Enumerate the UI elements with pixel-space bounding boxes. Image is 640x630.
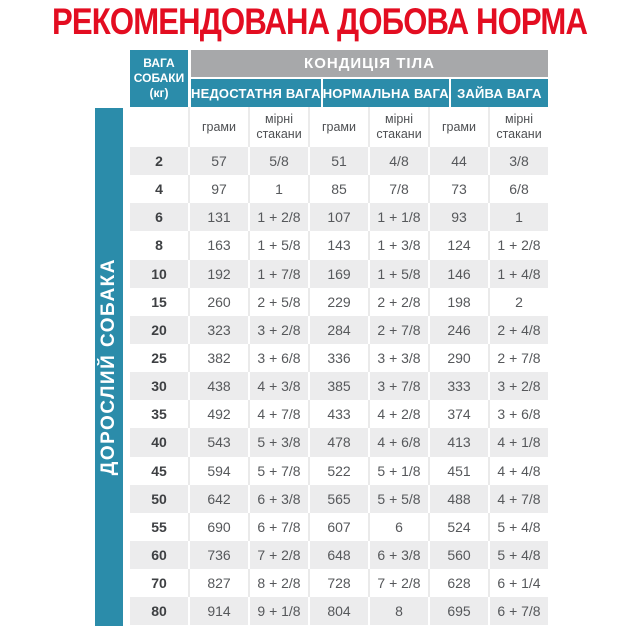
value-cell: 3 + 3/8 <box>368 344 428 372</box>
value-cell: 44 <box>428 147 488 175</box>
value-cell: 728 <box>308 569 368 597</box>
condition-header-normal: НОРМАЛЬНА ВАГА <box>323 79 449 107</box>
value-cell: 336 <box>308 344 368 372</box>
value-cell: 4 + 7/8 <box>488 485 548 513</box>
weight-cell: 70 <box>151 575 167 592</box>
table-row <box>130 485 548 513</box>
unit-label-cups: мірні стакани <box>488 107 548 147</box>
value-cell: 5 + 1/8 <box>368 457 428 485</box>
weight-cell: 80 <box>151 603 167 620</box>
value-cell: 2 <box>488 288 548 316</box>
value-cell: 385 <box>308 372 368 400</box>
value-cell: 914 <box>188 597 248 625</box>
value-cell: 246 <box>428 316 488 344</box>
value-cell: 51 <box>308 147 368 175</box>
table-row <box>130 288 548 316</box>
table-row <box>130 260 548 288</box>
table-row <box>130 513 548 541</box>
value-cell: 1 + 7/8 <box>248 260 308 288</box>
table-row <box>130 597 548 625</box>
value-cell: 7/8 <box>368 175 428 203</box>
table-row <box>130 147 548 175</box>
weight-cell: 25 <box>151 350 167 367</box>
value-cell: 4 + 3/8 <box>248 372 308 400</box>
table-row <box>130 344 548 372</box>
body-condition-banner: КОНДИЦІЯ ТІЛА <box>191 50 548 77</box>
value-cell: 3 + 7/8 <box>368 372 428 400</box>
weight-cell: 20 <box>151 321 167 338</box>
adult-dog-group-bar <box>95 108 123 626</box>
table-row <box>130 457 548 485</box>
value-cell: 229 <box>308 288 368 316</box>
value-cell: 543 <box>188 428 248 456</box>
table-row <box>130 428 548 456</box>
value-cell: 3 + 2/8 <box>248 316 308 344</box>
unit-label-cups: мірні стакани <box>248 107 308 147</box>
condition-header-overweight: ЗАЙВА ВАГА <box>451 79 548 107</box>
value-cell: 260 <box>188 288 248 316</box>
value-cell: 131 <box>188 203 248 231</box>
value-cell: 6 <box>368 513 428 541</box>
value-cell: 488 <box>428 485 488 513</box>
value-cell: 3/8 <box>488 147 548 175</box>
weight-cell: 8 <box>155 237 163 254</box>
value-cell: 7 + 2/8 <box>248 541 308 569</box>
value-cell: 198 <box>428 288 488 316</box>
unit-label-grams: грами <box>188 107 248 147</box>
weight-cell: 50 <box>151 490 167 507</box>
value-cell: 2 + 7/8 <box>488 344 548 372</box>
value-cell: 648 <box>308 541 368 569</box>
table-body <box>130 147 548 625</box>
value-cell: 169 <box>308 260 368 288</box>
value-cell: 3 + 6/8 <box>488 400 548 428</box>
value-cell: 124 <box>428 231 488 259</box>
value-cell: 4 + 4/8 <box>488 457 548 485</box>
value-cell: 451 <box>428 457 488 485</box>
weight-cell: 35 <box>151 406 167 423</box>
weight-column-header <box>130 50 188 107</box>
table-row <box>130 231 548 259</box>
value-cell: 478 <box>308 428 368 456</box>
value-cell: 284 <box>308 316 368 344</box>
table-row <box>130 400 548 428</box>
weight-cell: 55 <box>151 518 167 535</box>
value-cell: 4 + 6/8 <box>368 428 428 456</box>
value-cell: 4 + 7/8 <box>248 400 308 428</box>
table-row <box>130 175 548 203</box>
weight-cell: 10 <box>151 265 167 282</box>
value-cell: 374 <box>428 400 488 428</box>
value-cell: 4 + 2/8 <box>368 400 428 428</box>
value-cell: 1 + 2/8 <box>248 203 308 231</box>
value-cell: 1 + 1/8 <box>368 203 428 231</box>
value-cell: 438 <box>188 372 248 400</box>
value-cell: 5 + 7/8 <box>248 457 308 485</box>
table-row <box>130 372 548 400</box>
value-cell: 382 <box>188 344 248 372</box>
weight-cell: 40 <box>151 434 167 451</box>
value-cell: 5 + 3/8 <box>248 428 308 456</box>
value-cell: 827 <box>188 569 248 597</box>
value-cell: 628 <box>428 569 488 597</box>
value-cell: 146 <box>428 260 488 288</box>
value-cell: 5 + 5/8 <box>368 485 428 513</box>
value-cell: 6 + 1/4 <box>488 569 548 597</box>
value-cell: 1 <box>488 203 548 231</box>
value-cell: 2 + 4/8 <box>488 316 548 344</box>
weight-cell: 45 <box>151 462 167 479</box>
unit-label-grams: грами <box>428 107 488 147</box>
weight-header-line: СОБАКИ <box>133 71 185 85</box>
value-cell: 9 + 1/8 <box>248 597 308 625</box>
page-title: РЕКОМЕНДОВАНА ДОБОВА НОРМА <box>52 1 588 42</box>
table-row <box>130 541 548 569</box>
weight-cell: 4 <box>155 181 163 198</box>
units-spacer-cell <box>130 107 188 147</box>
value-cell: 3 + 6/8 <box>248 344 308 372</box>
value-cell: 1 <box>248 175 308 203</box>
value-cell: 433 <box>308 400 368 428</box>
condition-header-underweight: НЕДОСТАТНЯ ВАГА <box>191 79 321 107</box>
value-cell: 1 + 4/8 <box>488 260 548 288</box>
weight-cell: 6 <box>155 209 163 226</box>
value-cell: 97 <box>188 175 248 203</box>
weight-cell: 60 <box>151 547 167 564</box>
table-row <box>130 203 548 231</box>
table-row <box>130 316 548 344</box>
unit-label-grams: грами <box>308 107 368 147</box>
adult-dog-group-label: ДОРОСЛИЙ СОБАКА <box>98 258 119 476</box>
value-cell: 8 + 2/8 <box>248 569 308 597</box>
value-cell: 2 + 7/8 <box>368 316 428 344</box>
value-cell: 607 <box>308 513 368 541</box>
value-cell: 1 + 5/8 <box>248 231 308 259</box>
value-cell: 695 <box>428 597 488 625</box>
page-title-wrap <box>0 1 640 43</box>
condition-header-row <box>191 79 548 107</box>
value-cell: 642 <box>188 485 248 513</box>
table-row <box>130 569 548 597</box>
value-cell: 2 + 5/8 <box>248 288 308 316</box>
value-cell: 6 + 7/8 <box>488 597 548 625</box>
value-cell: 413 <box>428 428 488 456</box>
value-cell: 1 + 2/8 <box>488 231 548 259</box>
value-cell: 4/8 <box>368 147 428 175</box>
table-header <box>130 50 548 107</box>
value-cell: 594 <box>188 457 248 485</box>
value-cell: 73 <box>428 175 488 203</box>
value-cell: 5 + 4/8 <box>488 541 548 569</box>
value-cell: 5 + 4/8 <box>488 513 548 541</box>
value-cell: 323 <box>188 316 248 344</box>
value-cell: 4 + 1/8 <box>488 428 548 456</box>
weight-cell: 2 <box>155 153 163 170</box>
value-cell: 736 <box>188 541 248 569</box>
value-cell: 107 <box>308 203 368 231</box>
value-cell: 2 + 2/8 <box>368 288 428 316</box>
value-cell: 1 + 5/8 <box>368 260 428 288</box>
value-cell: 333 <box>428 372 488 400</box>
value-cell: 804 <box>308 597 368 625</box>
value-cell: 3 + 2/8 <box>488 372 548 400</box>
value-cell: 565 <box>308 485 368 513</box>
value-cell: 192 <box>188 260 248 288</box>
weight-header-line: (кг) <box>149 86 169 100</box>
weight-cell: 30 <box>151 378 167 395</box>
value-cell: 5/8 <box>248 147 308 175</box>
value-cell: 1 + 3/8 <box>368 231 428 259</box>
value-cell: 85 <box>308 175 368 203</box>
value-cell: 492 <box>188 400 248 428</box>
value-cell: 93 <box>428 203 488 231</box>
value-cell: 690 <box>188 513 248 541</box>
value-cell: 560 <box>428 541 488 569</box>
value-cell: 524 <box>428 513 488 541</box>
value-cell: 143 <box>308 231 368 259</box>
value-cell: 6 + 7/8 <box>248 513 308 541</box>
value-cell: 6/8 <box>488 175 548 203</box>
value-cell: 57 <box>188 147 248 175</box>
value-cell: 7 + 2/8 <box>368 569 428 597</box>
value-cell: 290 <box>428 344 488 372</box>
weight-cell: 15 <box>151 293 167 310</box>
weight-header-line: ВАГА <box>143 56 175 70</box>
value-cell: 522 <box>308 457 368 485</box>
value-cell: 163 <box>188 231 248 259</box>
units-subheader-row <box>130 107 548 147</box>
value-cell: 6 + 3/8 <box>248 485 308 513</box>
unit-label-cups: мірні стакани <box>368 107 428 147</box>
value-cell: 6 + 3/8 <box>368 541 428 569</box>
value-cell: 8 <box>368 597 428 625</box>
